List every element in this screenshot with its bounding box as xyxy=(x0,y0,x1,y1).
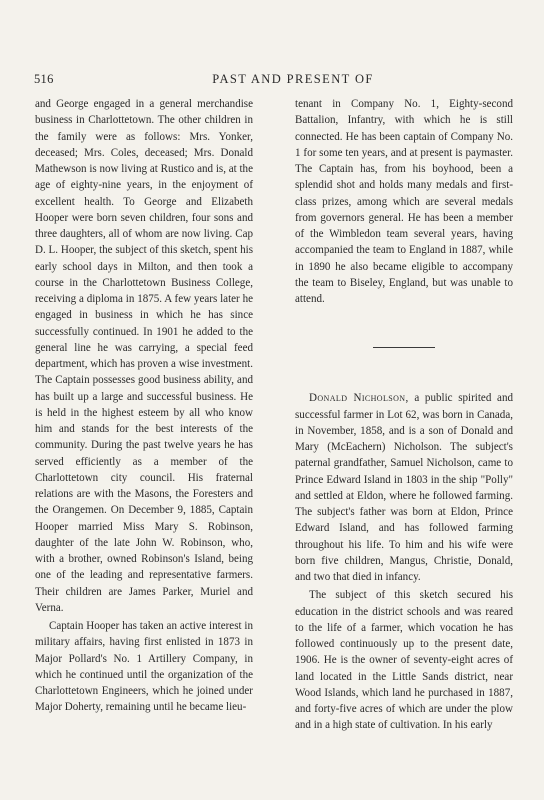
page-number: 516 xyxy=(34,72,54,86)
paragraph-hooper-family: and George engaged in a general merchandise business in Charlottetown. The other children in the family were as follows: Mrs. Yonker, deceased; Mrs. Coles, deceased; Mrs. Donald Mathewson is now living at Rustico and is, at the age of eighty-nine years, in the enjoyment of excellent health. To George and Elizabeth Hooper were born seven children, four sons and three daughters, all of whom are now living. Cap D. L. Hooper, the subject of this sketch, spent his early school days in Milton, and then took a course in the Charlottetown Business College, receiving a diploma in 1875. A few years later he engaged in business in which he has since successfully continued. In 1901 he added to the general line he was carrying, a special feed department, which has proven a wise investment. The Captain possesses good business ability, and has built up a large and successful business. He is held in the highest esteem by all who know him and stands for the best interests of the community. During the past twelve years he has served efficiently as a member of the Charlottetown city council. His fraternal relations are with the Masons, the Foresters and the Orangemen. On December 9, 1885, Captain Hooper married Miss Mary S. Robinson, daughter of the late John W. Robinson, who, with a brother, owned Robinson's Island, being one of the leading and representative farmers. Their children are James Parker, Muriel and Verna. xyxy=(35,98,253,614)
running-head: PAST AND PRESENT OF xyxy=(212,72,374,86)
section-divider xyxy=(373,347,435,348)
right-column xyxy=(295,96,513,734)
left-column xyxy=(35,96,253,716)
page-header xyxy=(34,72,512,88)
paragraph-hooper-military: Captain Hooper has taken an active interest in military affairs, having first enlisted in 1873 in Major Pollard's No. 1 Artillery Company, in which he continued until the organization of the Charlottetown Engineers, which he joined under Major Doherty, remaining until he became lieu- xyxy=(35,620,253,714)
paragraph-hooper-military-continued: tenant in Company No. 1, Eighty-second Battalion, Infantry, with which he is still connected. He has been captain of Company No. 1 for some ten years, and at present is paymaster. The Captain has, from his boyhood, been a splendid shot and holds many medals and first-class prizes, among which are several medals from governors general. He has been a member of the Wimbledon team several years, having accompanied the team to England in 1887, while in 1890 he also became eligible to accompany the team to Biseley, England, but was unable to attend. xyxy=(295,98,513,305)
paragraph-nicholson-education: The subject of this sketch secured his education in the district schools and was reared to the life of a farmer, which vocation he has followed continuously up to the present date, 1906. He is the owner of seventy-eight acres of land located in the Little Sands district, near Wood Islands, which land he purchased in 1887, and forty-five acres of which are under the plow and in a high state of cultivation. In his early xyxy=(295,589,513,732)
subject-name: Donald Nicholson, xyxy=(309,392,409,405)
paragraph-nicholson-intro xyxy=(295,390,513,585)
paragraph-nicholson-intro-text: a public spirited and successful farmer in Lot 62, was born in Canada, in November, 1858, and is a son of Donald and Mary (McEachern) Nicholson. The subject's paternal grandfather, Samuel Nicholson, came to Prince Edward Island in 1803 in the ship "Polly" and settled at Eldon, where he followed farming. The subject's father was born at Eldon, Prince Edward Island, and has followed farming throughout his life. To him and his wife were born five children, Mangus, Christie, Donald, and two that died in infancy. xyxy=(295,392,513,583)
